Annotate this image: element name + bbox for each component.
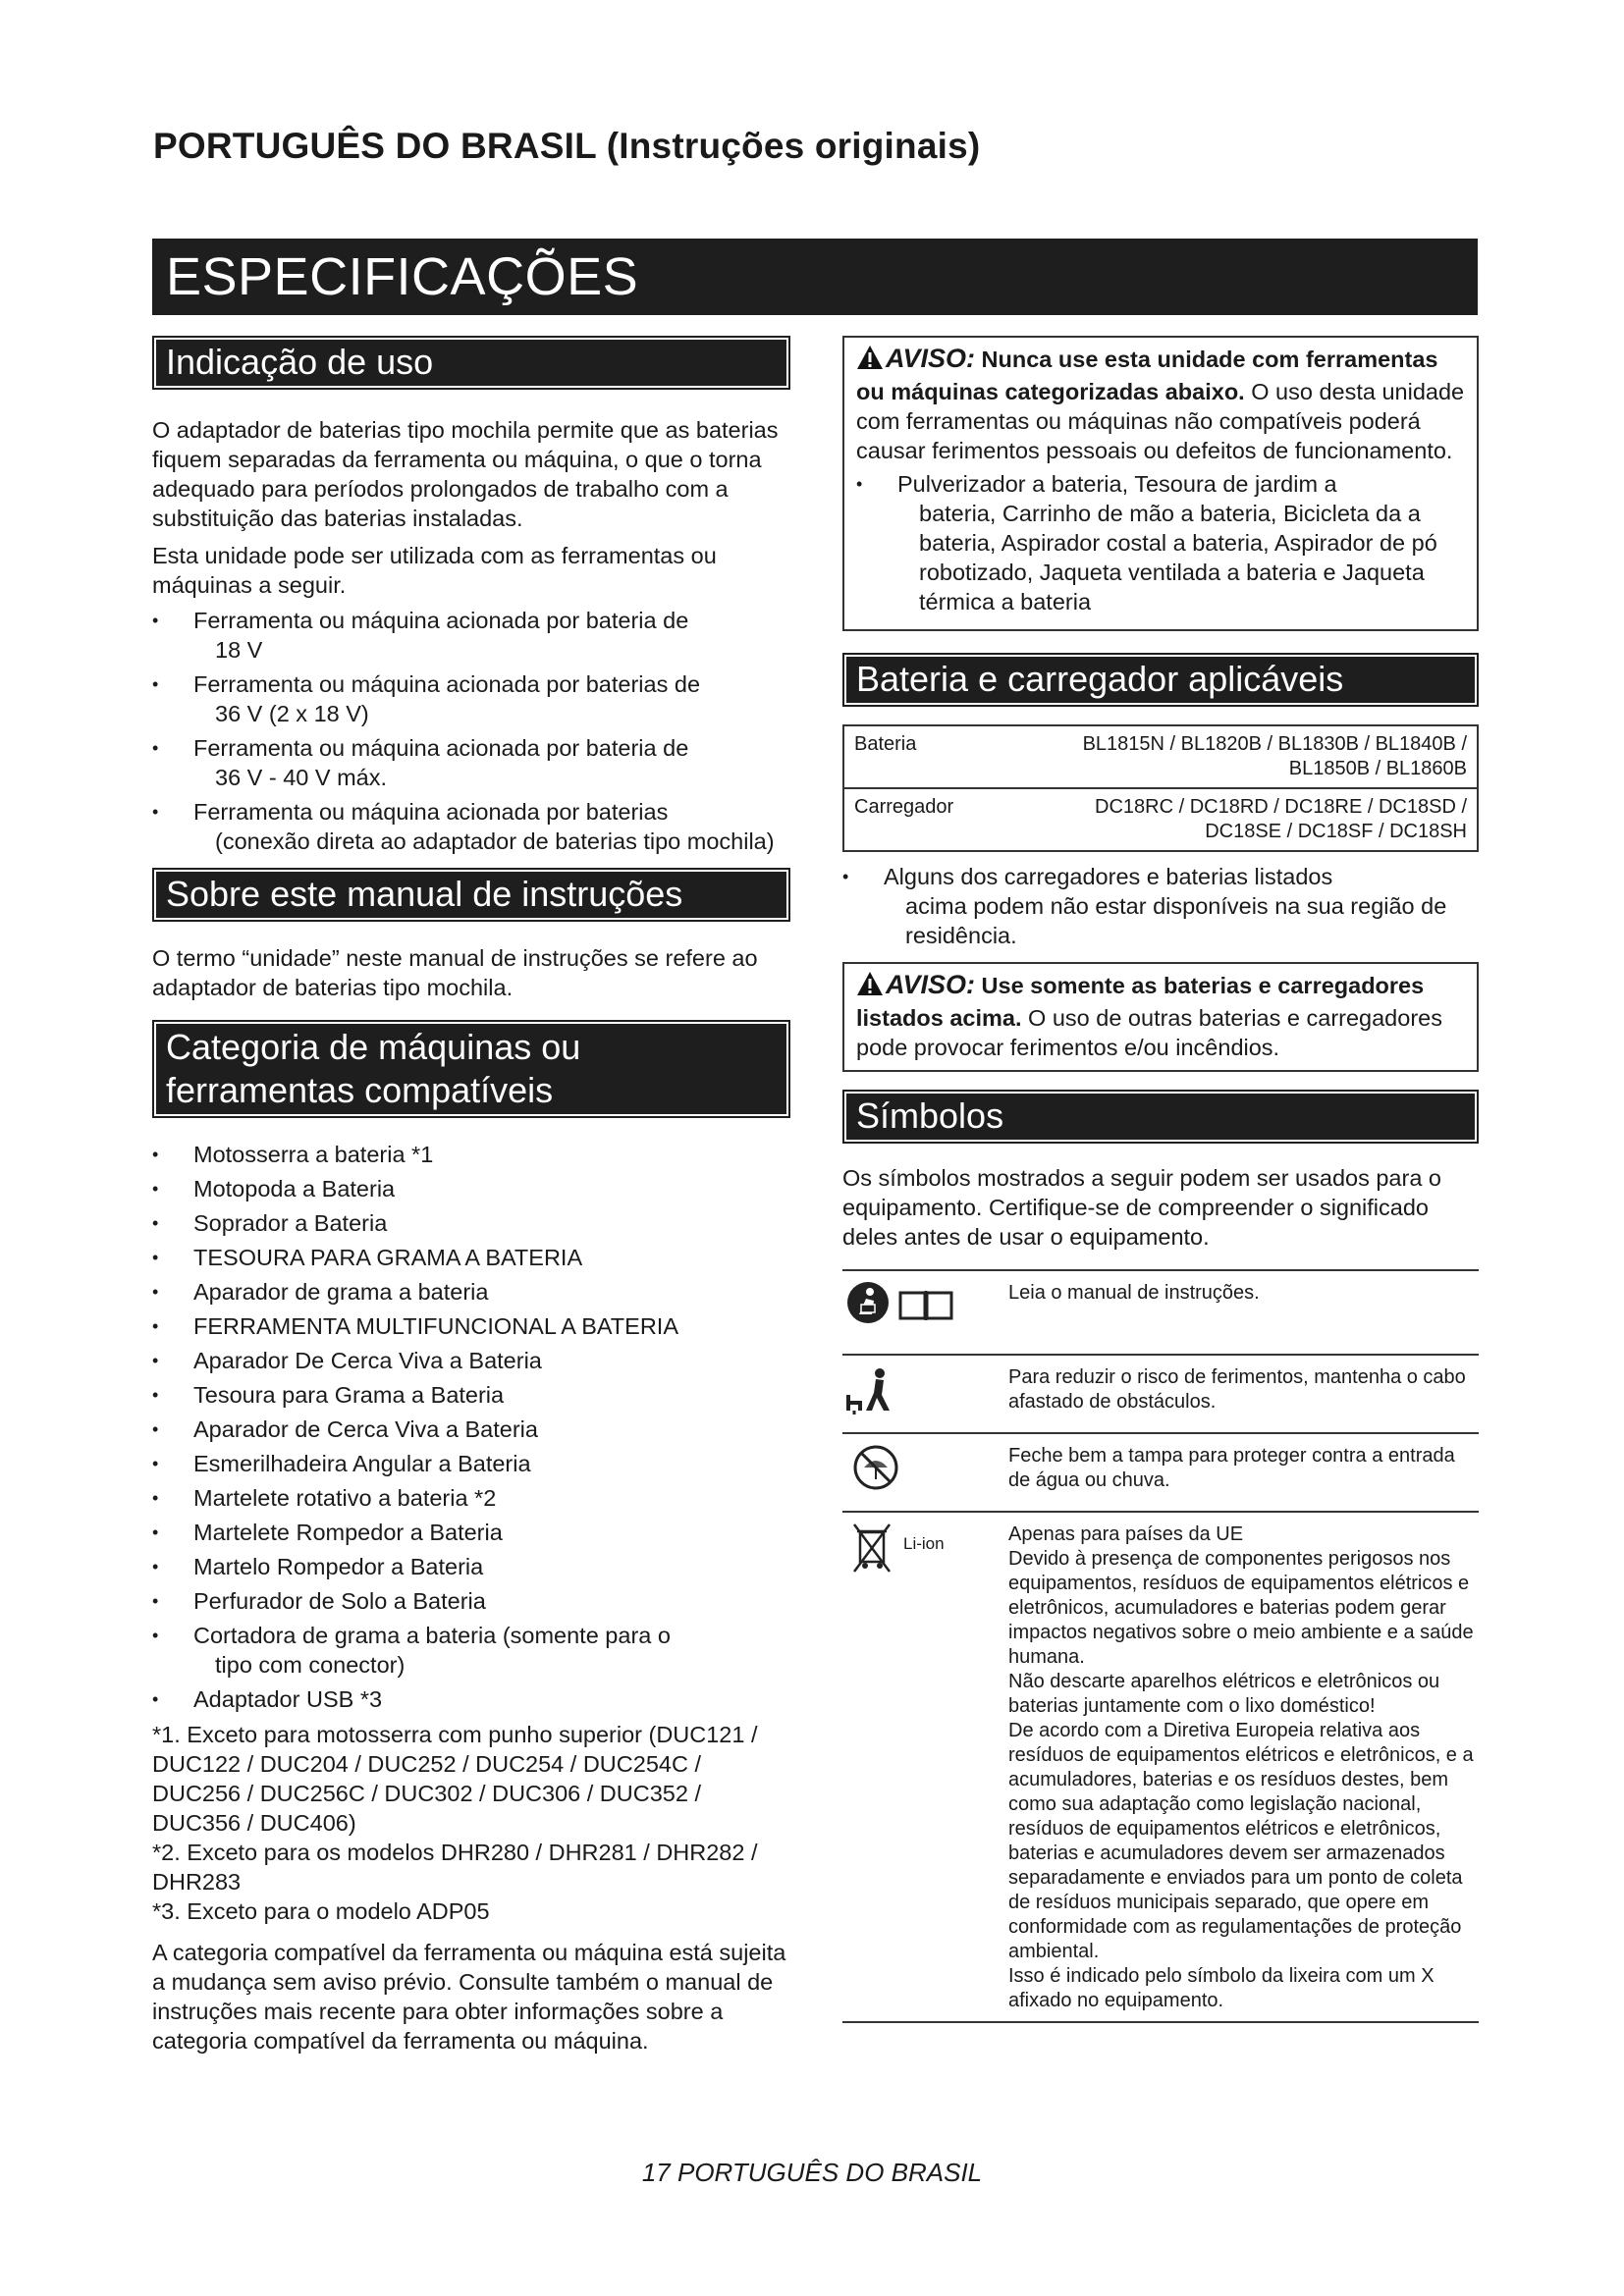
language-header: PORTUGUÊS DO BRASIL (Instruções originais): [153, 126, 981, 166]
list-item: • TESOURA PARA GRAMA A BATERIA: [152, 1243, 790, 1272]
symbols-table: [842, 1269, 1479, 2023]
list-item: • Martelo Rompedor a Bateria: [152, 1552, 790, 1581]
list-item: • Aparador de grama a bateria: [152, 1277, 790, 1307]
list-item: • Martelete rotativo a bateria *2: [152, 1483, 790, 1513]
list-item: • Ferramenta ou máquina acionada por baterias (conexão direta ao adaptador de baterias tipo mochila): [152, 797, 790, 856]
simbolos-intro: Os símbolos mostrados a seguir podem ser usados para o equipamento. Certifique-se de compreender o significado deles antes de usar o equipamento.: [842, 1165, 1441, 1250]
page-title: ESPECIFICAÇÕES: [152, 239, 1478, 315]
list-item: • Motopoda a Bateria: [152, 1174, 790, 1203]
aviso1-list: [856, 469, 1465, 616]
section-heading-categoria: Categoria de máquinas ou ferramentas compatíveis: [152, 1020, 790, 1118]
indicacao-paragraph-2: Esta unidade pode ser utilizada com as ferramentas ou máquinas a seguir.: [152, 543, 717, 598]
footnote-3: *3. Exceto para o modelo ADP05: [152, 1898, 490, 1924]
list-item: • Esmerilhadeira Angular a Bateria: [152, 1449, 790, 1478]
section-heading-indicacao: Indicação de uso: [152, 336, 790, 390]
book-icon: [897, 1281, 954, 1327]
list-item: • Soprador a Bateria: [152, 1208, 790, 1238]
list-item: • Ferramenta ou máquina acionada por bateria de 36 V - 40 V máx.: [152, 733, 790, 792]
right-column: [842, 336, 1479, 2023]
section-heading-sobre: Sobre este manual de instruções: [152, 868, 790, 922]
list-item: • Aparador De Cerca Viva a Bateria: [152, 1346, 790, 1375]
table-row: [842, 1356, 1479, 1434]
table-row: [842, 1434, 1479, 1513]
list-item: • Adaptador USB *3: [152, 1684, 790, 1714]
section-heading-bateria: Bateria e carregador aplicáveis: [842, 653, 1479, 707]
list-item: • Ferramenta ou máquina acionada por bateria de 18 V: [152, 606, 790, 665]
list-item: • FERRAMENTA MULTIFUNCIONAL A BATERIA: [152, 1311, 790, 1341]
bateria-note: [842, 862, 1479, 950]
list-item: • Aparador de Cerca Viva a Bateria: [152, 1415, 790, 1444]
charger-label: Carregador: [854, 796, 954, 818]
no-rain-icon: [846, 1444, 899, 1496]
table-row: [842, 1513, 1479, 2023]
list-item: • Motosserra a bateria *1: [152, 1140, 790, 1169]
symbol-description: Apenas para países da UE Devido à presença de componentes perigosos nos equipamentos, resíduos de equipamentos elétricos e eletrônicos, acumuladores e baterias podem gerar impactos negativos sobre o meio ambiente e a saúde humana. Não descarte aparelhos elétricos e eletrônicos ou baterias juntamente com o lixo doméstico! De acordo com a Diretiva Europeia relativa aos resíduos de equipamentos elétricos e eletrônicos, e a acumuladores, baterias e os resíduos destes, bem como sua adaptação como legislação nacional, resíduos de equipamentos elétricos e eletrônicos, baterias e acumuladores devem ser armazenados separadamente e enviados para um ponto de coleta de resíduos municipais separado, que opere em conformidade com as regulamentações de proteção ambiental. Isso é indicado pelo símbolo da lixeira com um X afixado no equipamento.: [1008, 1523, 1474, 2011]
warning-box-1: AVISO: Nunca use esta unidade com ferramentas ou máquinas categorizadas abaixo. O uso desta unidade com ferramentas ou máquinas não compatíveis poderá causar ferimentos pessoais ou defeitos de funcionamento. • Pulverizador a bateria, Tesoura de jardim a bateria, Carrinho de mão a bateria, Bicicleta da a bateria, Aspirador costal a bateria, Aspirador de pó robotizado, Jaqueta ventilada a bateria e Jaqueta térmica a bateria: [842, 336, 1479, 631]
table-row: [843, 725, 1478, 788]
symbol-description: Feche bem a tampa para proteger contra a entrada de água ou chuva.: [1008, 1445, 1455, 1491]
battery-charger-table: [842, 724, 1479, 852]
cable-obstacle-warning-icon: [846, 1365, 901, 1421]
list-item: • Perfurador de Solo a Bateria: [152, 1586, 790, 1616]
page-footer: 17 PORTUGUÊS DO BRASIL: [641, 2158, 983, 2187]
charger-value: DC18RC / DC18RD / DC18RE / DC18SD / DC18SE / DC18SF / DC18SH: [1072, 788, 1478, 851]
list-item: • Pulverizador a bateria, Tesoura de jardim a bateria, Carrinho de mão a bateria, Bicicleta da a bateria, Aspirador costal a bateria, Aspirador de pó robotizado, Jaqueta ventilada a bateria e Jaqueta térmica a bateria: [856, 469, 1465, 616]
indicacao-list: [152, 606, 790, 856]
warning-triangle-icon: [856, 345, 884, 377]
table-row: [842, 1271, 1479, 1356]
symbol-description: Para reduzir o risco de ferimentos, mantenha o cabo afastado de obstáculos.: [1008, 1366, 1466, 1413]
categoria-final-paragraph: A categoria compatível da ferramenta ou máquina está sujeita a mudança sem aviso prévio. Consulte também o manual de instruções mais recente para obter informações sobre a categoria compatível da ferramenta ou máquina.: [152, 1940, 786, 2054]
crossed-bin-icon: [846, 1522, 892, 1578]
li-ion-label: Li-ion: [903, 1534, 945, 1553]
footnote-2: *2. Exceto para os modelos DHR280 / DHR281 / DHR282 / DHR283: [152, 1840, 758, 1895]
warning-box-2: AVISO: Use somente as baterias e carregadores listados acima. O uso de outras baterias e carregadores pode provocar ferimentos e/ou incêndios.: [842, 962, 1479, 1072]
list-item: • Martelete Rompedor a Bateria: [152, 1518, 790, 1547]
footnote-1: *1. Exceto para motosserra com punho superior (DUC121 / DUC122 / DUC204 / DUC252 / DUC254 / DUC254C / DUC256 / DUC256C / DUC302 / DUC306 / DUC352 / DUC356 / DUC406): [152, 1722, 758, 1836]
list-item: • Tesoura para Grama a Bateria: [152, 1380, 790, 1410]
section-heading-simbolos: Símbolos: [842, 1090, 1479, 1144]
read-manual-person-icon: [846, 1281, 890, 1329]
list-item: • Ferramenta ou máquina acionada por baterias de 36 V (2 x 18 V): [152, 669, 790, 728]
list-item: • Alguns dos carregadores e baterias listados acima podem não estar disponíveis na sua região de residência.: [842, 862, 1479, 950]
indicacao-paragraph-1: O adaptador de baterias tipo mochila permite que as baterias fiquem separadas da ferramenta ou máquina, o que o torna adequado para períodos prolongados de trabalho com a substituição das baterias instaladas.: [152, 417, 779, 531]
symbol-description: Leia o manual de instruções.: [1008, 1282, 1260, 1304]
sobre-paragraph: O termo “unidade” neste manual de instruções se refere ao adaptador de baterias tipo mochila.: [152, 945, 758, 1000]
warning-triangle-icon: [856, 971, 884, 1003]
battery-label: Bateria: [854, 733, 917, 755]
left-column: [152, 336, 790, 2056]
battery-value: BL1815N / BL1820B / BL1830B / BL1840B / BL1850B / BL1860B: [1072, 725, 1478, 788]
categoria-list: [152, 1140, 790, 1714]
table-row: [843, 788, 1478, 851]
list-item: • Cortadora de grama a bateria (somente para o tipo com conector): [152, 1621, 790, 1680]
